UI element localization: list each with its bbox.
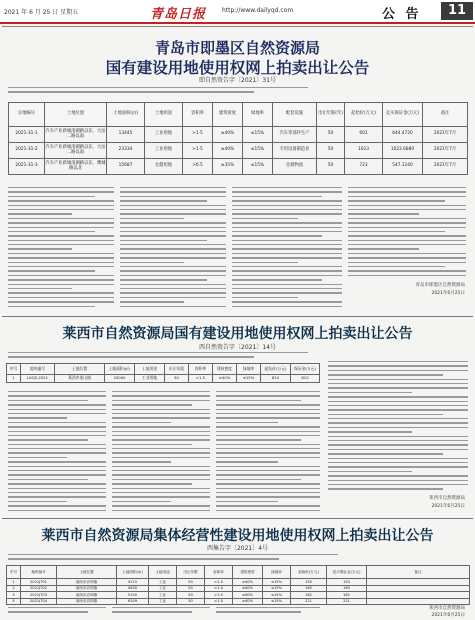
table-header: 备注 xyxy=(423,103,468,127)
table-header: 序号 xyxy=(7,566,21,579)
table-cell: 工业用地 xyxy=(145,143,183,159)
notice-intro xyxy=(8,352,308,362)
table-header: 保证金(万元) xyxy=(291,364,320,375)
table-cell: 莱西市店埠镇 xyxy=(57,585,117,592)
table-header: 绿地率 xyxy=(243,103,273,127)
table-cell: 汽车产业新城清湖路以东、大沽二路以南 xyxy=(45,143,107,159)
table-header: 土地面积(㎡) xyxy=(107,103,145,127)
notice-signature-date: 2021年6月25日 xyxy=(431,613,465,618)
notice-body-col4 xyxy=(348,187,466,277)
table-cell: 2021JT04 xyxy=(21,598,57,605)
table-cell: 莱西市姜山镇 xyxy=(55,375,105,383)
notice-body-col4 xyxy=(328,361,468,493)
parcel-table xyxy=(6,565,470,605)
table-header: 土地位置 xyxy=(55,364,105,375)
table-header: 土地位置 xyxy=(45,103,107,127)
table-header: 地块编号 xyxy=(21,364,55,375)
notice-title: 莱西市自然资源局国有建设用地使用权网上拍卖出让公告 xyxy=(62,326,413,342)
table-cell: 601 xyxy=(345,127,383,143)
notice-body-col3 xyxy=(216,607,320,619)
table-header-row xyxy=(7,566,470,579)
notice-body-col2 xyxy=(112,607,210,619)
table-cell: 汽车产业新城清湖路以东、鹰城路以北 xyxy=(45,159,107,175)
table-header: 土地位置 xyxy=(57,566,117,579)
table-row xyxy=(7,598,470,605)
table-cell: ≥40% xyxy=(233,592,263,599)
table-cell: 3 xyxy=(7,592,21,599)
notice-title: 莱西市自然资源局集体经营性建设用地使用权网上拍卖出让公告 xyxy=(41,528,434,544)
table-cell: 5100 xyxy=(117,592,149,599)
table-cell: ≥40% xyxy=(233,585,263,592)
table-cell: 6209 xyxy=(117,598,149,605)
table-cell: 50 xyxy=(177,598,205,605)
table-cell: >1.0 xyxy=(205,592,233,599)
table-cell: 810 xyxy=(291,375,320,383)
table-cell: 2021JT03 xyxy=(21,592,57,599)
table-header: 宗地编号 xyxy=(9,103,45,127)
table-cell: 165 xyxy=(327,585,367,592)
table-row xyxy=(9,127,468,143)
table-cell: 2021年7月 xyxy=(423,127,468,143)
table-cell: 221 xyxy=(327,598,367,605)
table-cell: 4 xyxy=(7,598,21,605)
table-header: 绿地率 xyxy=(263,566,291,579)
table-cell: ≤15% xyxy=(263,585,291,592)
table-cell: 150 xyxy=(327,579,367,586)
table-cell: 工业用地 xyxy=(145,127,183,143)
notice-body-col1 xyxy=(8,187,114,307)
table-header: 备注 xyxy=(367,566,470,579)
table-cell: >1.0 xyxy=(205,598,233,605)
table-cell: 2021JT01 xyxy=(21,579,57,586)
table-header: 土地用途 xyxy=(149,566,177,579)
notice-body-col2 xyxy=(112,391,210,511)
table-header: 序号 xyxy=(7,364,21,375)
table-cell: 50 xyxy=(177,579,205,586)
table-cell: 2021-31-2 xyxy=(9,143,45,159)
header-rule xyxy=(0,22,475,24)
table-header: 容积率 xyxy=(205,566,233,579)
notice-signature-date: 2021年6月25日 xyxy=(431,291,465,296)
table-cell: 莱西市店埠镇 xyxy=(57,598,117,605)
table-cell: >1.5 xyxy=(183,127,213,143)
table-header: 竞买保证金(万元) xyxy=(383,103,423,127)
notice-doc-number: 即自然资告字〔2021〕31号 xyxy=(199,77,276,84)
table-cell: 2021-31-3 xyxy=(9,159,45,175)
notice-title-line1: 青岛市即墨区自然资源局 xyxy=(154,39,320,57)
table-cell: 汽车产业新城清湖路以东、大沽二路以南 xyxy=(45,127,107,143)
table-cell: 1023 xyxy=(345,143,383,159)
parcel-table xyxy=(8,102,468,175)
table-cell: ≥35% xyxy=(213,159,243,175)
table-cell: 2021JT02 xyxy=(21,585,57,592)
table-cell: 50 xyxy=(177,592,205,599)
table-header: 起始价(万元) xyxy=(261,364,291,375)
table-header: 出让年限 xyxy=(177,566,205,579)
table-cell: 仓储物流 xyxy=(273,159,317,175)
table-header: 土地用途 xyxy=(135,364,165,375)
table-cell: 莱西市店埠镇 xyxy=(57,579,117,586)
table-header: 出让年限 xyxy=(165,364,189,375)
notice-intro xyxy=(8,87,308,99)
table-header: 起始价(万元) xyxy=(345,103,383,127)
table-header-row xyxy=(9,103,468,127)
table-header-row xyxy=(7,364,320,375)
notice-laixi-state xyxy=(2,316,473,516)
table-cell: ≥40% xyxy=(233,598,263,605)
table-cell: 工业 xyxy=(149,598,177,605)
table-cell: >1.5 xyxy=(183,143,213,159)
table-header: 建筑密度 xyxy=(233,566,263,579)
notice-signature-org: 莱西市自然资源局 xyxy=(429,606,465,611)
table-cell: ≤15% xyxy=(237,375,261,383)
table-cell: 182 xyxy=(291,592,327,599)
notice-doc-number: 西集告字〔2021〕4号 xyxy=(206,545,269,552)
table-cell: 50 xyxy=(317,127,345,143)
table-cell: 20000 xyxy=(105,375,135,383)
table-cell: ≥40% xyxy=(213,143,243,159)
table-cell: 810 xyxy=(261,375,291,383)
notice-body-col2 xyxy=(120,187,226,307)
table-header: 出让年限(年) xyxy=(317,103,345,127)
notice-title-line2: 国有建设用地使用权网上拍卖出让公告 xyxy=(105,59,370,77)
table-cell xyxy=(367,598,470,605)
table-cell: ≤15% xyxy=(243,143,273,159)
table-cell: 仓储用地 xyxy=(145,159,183,175)
table-cell: 2021-31-1 xyxy=(9,127,45,143)
table-cell: 15687 xyxy=(107,159,145,175)
notice-doc-number: 西自然资告字〔2021〕14号 xyxy=(199,344,276,351)
table-cell: >1.0 xyxy=(205,579,233,586)
table-cell: 2 xyxy=(7,585,21,592)
table-header: 起始价(万元) xyxy=(291,566,327,579)
notice-signature-org: 莱西市自然资源局 xyxy=(429,496,465,501)
table-header: 绿地率 xyxy=(237,364,261,375)
newspaper-logo: 青岛日报 xyxy=(150,7,207,22)
table-cell: LXQS-2021 xyxy=(21,375,55,383)
table-cell: 13445 xyxy=(107,127,145,143)
notice-body-col1 xyxy=(8,391,106,511)
table-cell: 工业用地 xyxy=(135,375,165,383)
table-cell: ≥40% xyxy=(233,579,263,586)
page-number: 11 xyxy=(441,2,473,20)
table-header: 建筑密度 xyxy=(213,103,243,127)
table-cell: 1 xyxy=(7,579,21,586)
table-header: 容积率 xyxy=(189,364,213,375)
table-cell: 182 xyxy=(327,592,367,599)
table-cell: ≤15% xyxy=(263,579,291,586)
parcel-table xyxy=(6,363,320,383)
table-cell: 4215 xyxy=(117,579,149,586)
website-url: http://www.dailyqd.com xyxy=(222,7,294,14)
section-title: 公 告 xyxy=(382,7,422,22)
table-row xyxy=(9,143,468,159)
notice-jimo xyxy=(2,26,473,312)
table-cell: 23334 xyxy=(107,143,145,159)
table-cell: 2021年7月 xyxy=(423,159,468,175)
table-cell: ≤15% xyxy=(263,592,291,599)
table-header: 土地用途 xyxy=(145,103,183,127)
table-cell: 2021年7月 xyxy=(423,143,468,159)
table-cell: 50 xyxy=(317,159,345,175)
table-cell: 工业 xyxy=(149,585,177,592)
table-cell: 4630 xyxy=(117,585,149,592)
table-cell: 50 xyxy=(317,143,345,159)
table-cell: ≤15% xyxy=(263,598,291,605)
table-cell: 165 xyxy=(291,585,327,592)
table-row xyxy=(7,375,320,383)
table-cell: 1022.6880 xyxy=(383,143,423,159)
table-cell: ≤15% xyxy=(243,127,273,143)
table-header: 土地面积(㎡) xyxy=(117,566,149,579)
table-cell: 50 xyxy=(177,585,205,592)
table-cell: 723 xyxy=(345,159,383,175)
table-header: 地块编号 xyxy=(21,566,57,579)
table-header: 建筑密度 xyxy=(213,364,237,375)
notice-intro xyxy=(8,554,338,563)
table-cell: 汽车零部件生产 xyxy=(273,127,317,143)
notice-signature-org: 青岛市即墨区自然资源局 xyxy=(415,283,465,288)
table-cell: 工业 xyxy=(149,579,177,586)
table-row xyxy=(9,159,468,175)
notice-body-col3 xyxy=(216,391,320,511)
table-header: 竞买保证金(万元) xyxy=(327,566,367,579)
page-header xyxy=(0,0,475,22)
notice-signature-date: 2021年6月25日 xyxy=(431,504,465,509)
table-header: 容积率 xyxy=(183,103,213,127)
table-cell: 工业 xyxy=(149,592,177,599)
table-cell: ≥40% xyxy=(213,375,237,383)
table-cell: 莱西市店埠镇 xyxy=(57,592,117,599)
table-cell: >1.5 xyxy=(189,375,213,383)
table-cell: 专用设备制造业 xyxy=(273,143,317,159)
notice-body-col1 xyxy=(8,607,106,619)
table-cell: ≥40% xyxy=(213,127,243,143)
table-cell: ≤15% xyxy=(243,159,273,175)
table-cell: 547.1240 xyxy=(383,159,423,175)
table-cell: 1 xyxy=(7,375,21,383)
table-header: 配套设施 xyxy=(273,103,317,127)
table-cell: 644.4720 xyxy=(383,127,423,143)
table-cell: >1.0 xyxy=(205,585,233,592)
table-header: 土地面积(㎡) xyxy=(105,364,135,375)
table-cell: 150 xyxy=(291,579,327,586)
table-cell: 221 xyxy=(291,598,327,605)
notice-laixi-collective xyxy=(2,518,473,620)
notice-body-col3 xyxy=(232,187,342,307)
issue-date: 2021 年 6 月 25 日 星期五 xyxy=(4,9,79,16)
table-cell: 50 xyxy=(165,375,189,383)
table-cell: >0.5 xyxy=(183,159,213,175)
